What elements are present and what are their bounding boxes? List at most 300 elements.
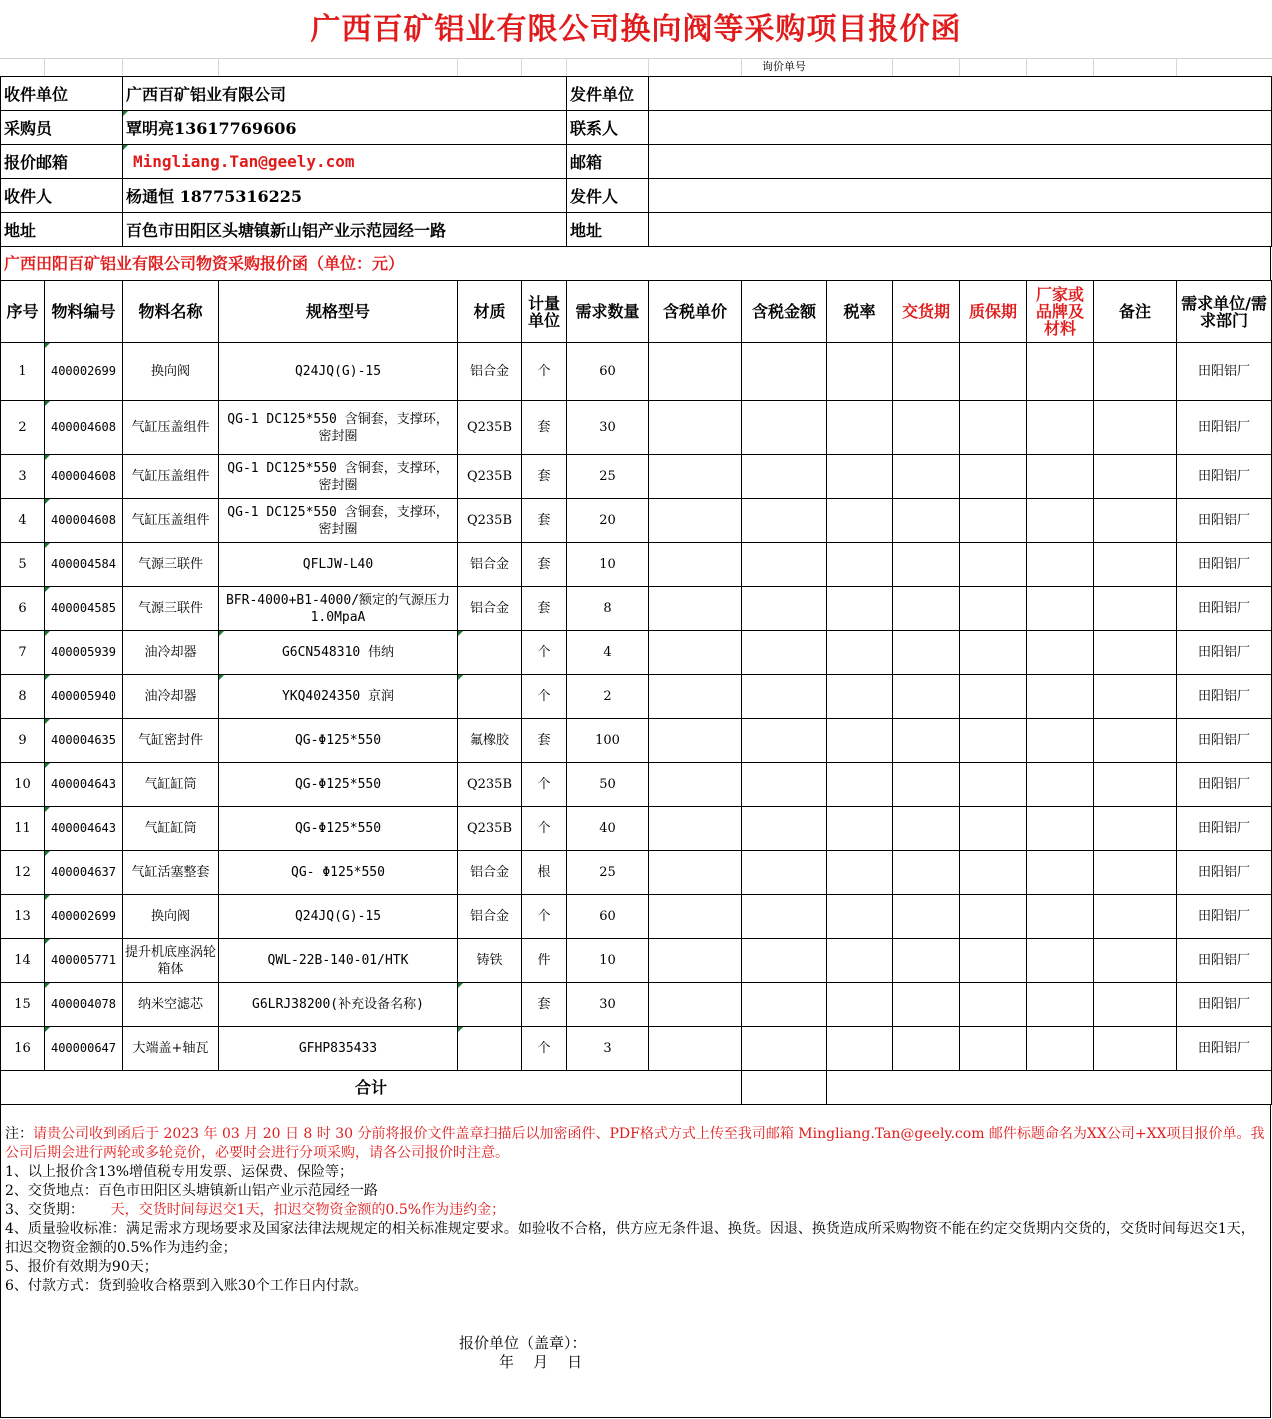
note-item-5: 5、报价有效期为90天； (5, 1259, 158, 1275)
cell-code: 400004585 (45, 587, 123, 631)
remark-field[interactable] (1094, 939, 1177, 983)
table-row (1, 763, 1272, 807)
delivery-field[interactable] (893, 343, 960, 401)
note-item-4: 4、质量验收标准：满足需求方现场要求及国家法律法规规定的相关标准规定要求。如验收不合格，供方应无条件退、换货。因退、换货造成所采购物资不能在约定交货期内交货的，交货时间每迟交1天，扣迟交物资金额的0.5%作为违约金； (5, 1221, 1255, 1256)
cell-spec: G6CN548310 伟纳 (219, 631, 458, 675)
cell-seq: 12 (1, 851, 45, 895)
tax-rate-field[interactable] (827, 455, 893, 499)
info-row-address (1, 213, 1272, 247)
cell-seq: 10 (1, 763, 45, 807)
total-label: 合计 (1, 1071, 742, 1105)
cell-material (458, 675, 522, 719)
total-row (1, 1071, 1272, 1105)
tax-rate-field[interactable] (827, 939, 893, 983)
info-label: 发件人 (567, 179, 649, 213)
unit-price-field[interactable] (649, 719, 742, 763)
brand-field[interactable] (1027, 455, 1094, 499)
delivery-field[interactable] (893, 631, 960, 675)
table-row (1, 499, 1272, 543)
remark-field[interactable] (1094, 631, 1177, 675)
tax-rate-field[interactable] (827, 587, 893, 631)
cell-spec: QG- Φ125*550 (219, 851, 458, 895)
cell-material (458, 1027, 522, 1071)
note-item-2: 2、交货地点：百色市田阳区头塘镇新山铝产业示范园经一路 (5, 1183, 378, 1199)
cell-material (458, 983, 522, 1027)
cell-name: 气缸活塞整套 (123, 851, 219, 895)
tax-rate-field[interactable] (827, 401, 893, 455)
delivery-field[interactable] (893, 807, 960, 851)
cell-material: Q235B (458, 401, 522, 455)
cell-name: 大端盖+轴瓦 (123, 1027, 219, 1071)
cell-unit: 套 (522, 983, 567, 1027)
cell-material: 铝合金 (458, 851, 522, 895)
cell-unit: 个 (522, 631, 567, 675)
info-row-email (1, 145, 1272, 179)
cell-dept: 田阳铝厂 (1177, 401, 1272, 455)
tax-rate-field[interactable] (827, 719, 893, 763)
amount-field[interactable] (742, 343, 827, 401)
table-row (1, 455, 1272, 499)
info-label: 发件单位 (567, 77, 649, 111)
table-row (1, 631, 1272, 675)
cell-material: 铸铁 (458, 939, 522, 983)
delivery-field[interactable] (893, 851, 960, 895)
tax-rate-field[interactable] (827, 983, 893, 1027)
warranty-field[interactable] (960, 939, 1027, 983)
cell-spec: YKQ4024350 京润 (219, 675, 458, 719)
brand-field[interactable] (1027, 983, 1094, 1027)
cell-dept: 田阳铝厂 (1177, 807, 1272, 851)
cell-qty: 30 (567, 983, 649, 1027)
cell-dept: 田阳铝厂 (1177, 1027, 1272, 1071)
cell-name: 气源三联件 (123, 587, 219, 631)
cell-name: 气缸密封件 (123, 719, 219, 763)
cell-dept: 田阳铝厂 (1177, 851, 1272, 895)
cell-spec: QG-Φ125*550 (219, 807, 458, 851)
remark-field[interactable] (1094, 983, 1177, 1027)
warranty-field[interactable] (960, 719, 1027, 763)
amount-field[interactable] (742, 1027, 827, 1071)
cell-material: Q235B (458, 763, 522, 807)
remark-field[interactable] (1094, 499, 1177, 543)
delivery-field[interactable] (893, 983, 960, 1027)
cell-spec: Q24JQ(G)-15 (219, 895, 458, 939)
cell-code: 400004078 (45, 983, 123, 1027)
col-header-unit: 计量单位 (522, 281, 567, 343)
unit-price-field[interactable] (649, 807, 742, 851)
note-deadline (5, 1125, 1266, 1163)
warranty-field[interactable] (960, 763, 1027, 807)
brand-field[interactable] (1027, 939, 1094, 983)
note-prefix: 注： (5, 1126, 33, 1142)
col-header-seq: 序号 (1, 281, 45, 343)
warranty-field[interactable] (960, 401, 1027, 455)
delivery-field[interactable] (893, 675, 960, 719)
amount-field[interactable] (742, 763, 827, 807)
delivery-field[interactable] (893, 895, 960, 939)
remark-field[interactable] (1094, 719, 1177, 763)
table-row (1, 939, 1272, 983)
delivery-field[interactable] (893, 455, 960, 499)
col-header-dept: 需求单位/需求部门 (1177, 281, 1272, 343)
contact-field[interactable] (649, 111, 1272, 145)
col-header-price: 含税单价 (649, 281, 742, 343)
brand-field[interactable] (1027, 807, 1094, 851)
tax-rate-field[interactable] (827, 543, 893, 587)
tax-rate-field[interactable] (827, 895, 893, 939)
cell-material: 铝合金 (458, 895, 522, 939)
col-header-brand: 厂家或品牌及材料 (1027, 281, 1094, 343)
col-header-tax: 税率 (827, 281, 893, 343)
inquiry-row (0, 58, 1272, 77)
tax-rate-field[interactable] (827, 343, 893, 401)
brand-field[interactable] (1027, 543, 1094, 587)
delivery-field[interactable] (893, 543, 960, 587)
amount-field[interactable] (742, 895, 827, 939)
cell-unit: 个 (522, 807, 567, 851)
cell-dept: 田阳铝厂 (1177, 763, 1272, 807)
info-value: 百色市田阳区头塘镇新山铝产业示范园经一路 (123, 213, 567, 247)
remark-field[interactable] (1094, 763, 1177, 807)
cell-dept: 田阳铝厂 (1177, 343, 1272, 401)
warranty-field[interactable] (960, 543, 1027, 587)
cell-code: 400000647 (45, 1027, 123, 1071)
brand-field[interactable] (1027, 895, 1094, 939)
remark-field[interactable] (1094, 543, 1177, 587)
brand-field[interactable] (1027, 851, 1094, 895)
note-item-3-text: 天，交货时间每迟交1天，扣迟交物资金额的0.5%作为违约金； (110, 1202, 506, 1218)
table-row (1, 587, 1272, 631)
amount-field[interactable] (742, 499, 827, 543)
cell-seq: 6 (1, 587, 45, 631)
cell-seq: 4 (1, 499, 45, 543)
cell-material: Q235B (458, 499, 522, 543)
cell-seq: 5 (1, 543, 45, 587)
brand-field[interactable] (1027, 499, 1094, 543)
amount-field[interactable] (742, 401, 827, 455)
cell-unit: 套 (522, 401, 567, 455)
cell-seq: 11 (1, 807, 45, 851)
cell-seq: 16 (1, 1027, 45, 1071)
info-label: 报价邮箱 (1, 145, 123, 179)
col-header-name: 物料名称 (123, 281, 219, 343)
cell-seq: 13 (1, 895, 45, 939)
delivery-field[interactable] (893, 763, 960, 807)
cell-seq: 7 (1, 631, 45, 675)
cell-qty: 50 (567, 763, 649, 807)
remark-field[interactable] (1094, 587, 1177, 631)
brand-field[interactable] (1027, 763, 1094, 807)
cell-spec: Q24JQ(G)-15 (219, 343, 458, 401)
remark-field[interactable] (1094, 1027, 1177, 1071)
warranty-field[interactable] (960, 455, 1027, 499)
inquiry-number-label: 询价单号 (762, 60, 806, 73)
info-label: 收件单位 (1, 77, 123, 111)
cell-qty: 8 (567, 587, 649, 631)
cell-code: 400004584 (45, 543, 123, 587)
info-label: 采购员 (1, 111, 123, 145)
cell-unit: 套 (522, 719, 567, 763)
quote-email-value: Mingliang.Tan@geely.com (123, 145, 567, 179)
cell-dept: 田阳铝厂 (1177, 587, 1272, 631)
amount-field[interactable] (742, 851, 827, 895)
cell-unit: 套 (522, 455, 567, 499)
unit-price-field[interactable] (649, 543, 742, 587)
document-title: 广西百矿铝业有限公司换向阀等采购项目报价函 (0, 0, 1272, 59)
cell-code: 400004608 (45, 499, 123, 543)
amount-field[interactable] (742, 719, 827, 763)
brand-field[interactable] (1027, 343, 1094, 401)
total-amount-field[interactable] (742, 1071, 827, 1105)
col-header-amount: 含税金额 (742, 281, 827, 343)
cell-dept: 田阳铝厂 (1177, 895, 1272, 939)
unit-price-field[interactable] (649, 455, 742, 499)
sender-unit-field[interactable] (649, 77, 1272, 111)
cell-code: 400004643 (45, 807, 123, 851)
cell-code: 400004635 (45, 719, 123, 763)
cell-spec: QWL-22B-140-01/HTK (219, 939, 458, 983)
cell-code: 400004608 (45, 455, 123, 499)
cell-name: 油冷却器 (123, 675, 219, 719)
cell-name: 气缸压盖组件 (123, 401, 219, 455)
cell-code: 400005939 (45, 631, 123, 675)
unit-price-field[interactable] (649, 631, 742, 675)
unit-price-field[interactable] (649, 587, 742, 631)
remark-field[interactable] (1094, 895, 1177, 939)
cell-unit: 套 (522, 499, 567, 543)
header-info-table (0, 76, 1272, 247)
info-value: 杨通恒 18775316225 (123, 179, 567, 213)
table-row (1, 401, 1272, 455)
tax-rate-field[interactable] (827, 763, 893, 807)
info-label: 地址 (1, 213, 123, 247)
cell-material: 铝合金 (458, 587, 522, 631)
cell-spec: QG-1 DC125*550 含铜套，支撑环，密封圈 (219, 499, 458, 543)
amount-field[interactable] (742, 939, 827, 983)
cell-qty: 4 (567, 631, 649, 675)
delivery-field[interactable] (893, 401, 960, 455)
cell-qty: 20 (567, 499, 649, 543)
cell-unit: 个 (522, 1027, 567, 1071)
warranty-field[interactable] (960, 1027, 1027, 1071)
col-header-delivery: 交货期 (893, 281, 960, 343)
col-header-qty: 需求数量 (567, 281, 649, 343)
delivery-field[interactable] (893, 499, 960, 543)
warranty-field[interactable] (960, 587, 1027, 631)
cell-qty: 100 (567, 719, 649, 763)
brand-field[interactable] (1027, 1027, 1094, 1071)
table-subtitle: 广西田阳百矿铝业有限公司物资采购报价函（单位：元） (0, 247, 1271, 280)
cell-spec: QG-1 DC125*550 含铜套，支撑环，密封圈 (219, 455, 458, 499)
cell-seq: 9 (1, 719, 45, 763)
warranty-field[interactable] (960, 631, 1027, 675)
table-row (1, 895, 1272, 939)
cell-material: Q235B (458, 455, 522, 499)
cell-name: 换向阀 (123, 343, 219, 401)
note-item-3 (5, 1201, 1266, 1220)
remark-field[interactable] (1094, 401, 1177, 455)
cell-spec: GFHP835433 (219, 1027, 458, 1071)
unit-price-field[interactable] (649, 983, 742, 1027)
unit-price-field[interactable] (649, 895, 742, 939)
cell-seq: 1 (1, 343, 45, 401)
amount-field[interactable] (742, 631, 827, 675)
cell-spec: QG-1 DC125*550 含铜套，支撑环，密封圈 (219, 401, 458, 455)
cell-seq: 3 (1, 455, 45, 499)
cell-code: 400005940 (45, 675, 123, 719)
amount-field[interactable] (742, 807, 827, 851)
cell-material: 铝合金 (458, 343, 522, 401)
warranty-field[interactable] (960, 675, 1027, 719)
warranty-field[interactable] (960, 983, 1027, 1027)
signature-block (459, 1334, 587, 1372)
warranty-field[interactable] (960, 499, 1027, 543)
unit-price-field[interactable] (649, 1027, 742, 1071)
table-row (1, 343, 1272, 401)
note-item-1: 1、以上报价含13%增值税专用发票、运保费、保险等； (5, 1164, 354, 1180)
brand-field[interactable] (1027, 719, 1094, 763)
cell-qty: 25 (567, 455, 649, 499)
cell-unit: 套 (522, 587, 567, 631)
cell-spec: QG-Φ125*550 (219, 719, 458, 763)
cell-dept: 田阳铝厂 (1177, 719, 1272, 763)
cell-dept: 田阳铝厂 (1177, 983, 1272, 1027)
amount-field[interactable] (742, 587, 827, 631)
table-row (1, 1027, 1272, 1071)
cell-seq: 14 (1, 939, 45, 983)
cell-material: Q235B (458, 807, 522, 851)
cell-spec: BFR-4000+B1-4000/额定的气源压力1.0MpaA (219, 587, 458, 631)
delivery-field[interactable] (893, 939, 960, 983)
warranty-field[interactable] (960, 895, 1027, 939)
info-value: 广西百矿铝业有限公司 (123, 77, 567, 111)
cell-name: 换向阀 (123, 895, 219, 939)
remark-field[interactable] (1094, 851, 1177, 895)
cell-seq: 15 (1, 983, 45, 1027)
cell-dept: 田阳铝厂 (1177, 499, 1272, 543)
cell-name: 气缸压盖组件 (123, 455, 219, 499)
cell-seq: 8 (1, 675, 45, 719)
cell-dept: 田阳铝厂 (1177, 675, 1272, 719)
info-label: 联系人 (567, 111, 649, 145)
unit-price-field[interactable] (649, 401, 742, 455)
cell-dept: 田阳铝厂 (1177, 543, 1272, 587)
signature-label: 报价单位（盖章）： (459, 1334, 587, 1352)
cell-unit: 个 (522, 343, 567, 401)
address-field[interactable] (649, 213, 1272, 247)
note-deadline-text: 请贵公司收到函后于 2023 年 03 月 20 日 8 时 30 分前将报价文件盖章扫描后以加密函件、PDF格式方式上传至我司邮箱 Mingliang.Tan@geely.com 邮件标题命名为XX公司+XX项目报价单。我公司后期会进行两轮或多轮竞价，必要时会进行分项采购，请各公司报价时注意。 (5, 1126, 1265, 1161)
cell-unit: 件 (522, 939, 567, 983)
amount-field[interactable] (742, 675, 827, 719)
sender-field[interactable] (649, 179, 1272, 213)
cell-dept: 田阳铝厂 (1177, 455, 1272, 499)
unit-price-field[interactable] (649, 851, 742, 895)
cell-material: 铝合金 (458, 543, 522, 587)
info-row-recipient-unit (1, 77, 1272, 111)
quotation-table (0, 280, 1272, 1105)
tax-rate-field[interactable] (827, 807, 893, 851)
cell-code: 400002699 (45, 343, 123, 401)
tax-rate-field[interactable] (827, 675, 893, 719)
info-value: 覃明亮13617769606 (123, 111, 567, 145)
email-field[interactable] (649, 145, 1272, 179)
cell-qty: 10 (567, 543, 649, 587)
cell-unit: 个 (522, 675, 567, 719)
cell-spec: G6LRJ38200(补充设备名称) (219, 983, 458, 1027)
amount-field[interactable] (742, 543, 827, 587)
unit-price-field[interactable] (649, 939, 742, 983)
cell-code: 400005771 (45, 939, 123, 983)
remark-field[interactable] (1094, 807, 1177, 851)
cell-name: 气源三联件 (123, 543, 219, 587)
warranty-field[interactable] (960, 343, 1027, 401)
info-label: 邮箱 (567, 145, 649, 179)
table-row (1, 851, 1272, 895)
remark-field[interactable] (1094, 343, 1177, 401)
tax-rate-field[interactable] (827, 1027, 893, 1071)
remark-field[interactable] (1094, 455, 1177, 499)
cell-qty: 2 (567, 675, 649, 719)
tax-rate-field[interactable] (827, 851, 893, 895)
cell-code: 400004643 (45, 763, 123, 807)
cell-code: 400004637 (45, 851, 123, 895)
cell-unit: 个 (522, 895, 567, 939)
table-header-row (1, 281, 1272, 343)
cell-qty: 30 (567, 401, 649, 455)
brand-field[interactable] (1027, 401, 1094, 455)
warranty-field[interactable] (960, 807, 1027, 851)
notes-section (0, 1104, 1271, 1418)
cell-unit: 套 (522, 543, 567, 587)
tax-rate-field[interactable] (827, 631, 893, 675)
delivery-field[interactable] (893, 587, 960, 631)
tax-rate-field[interactable] (827, 499, 893, 543)
brand-field[interactable] (1027, 631, 1094, 675)
cell-name: 气缸缸筒 (123, 763, 219, 807)
col-header-warranty: 质保期 (960, 281, 1027, 343)
info-row-receiver (1, 179, 1272, 213)
cell-name: 纳米空滤芯 (123, 983, 219, 1027)
cell-spec: QFLJW-L40 (219, 543, 458, 587)
info-label: 地址 (567, 213, 649, 247)
info-row-buyer (1, 111, 1272, 145)
amount-field[interactable] (742, 455, 827, 499)
total-blank (827, 1071, 1272, 1105)
cell-dept: 田阳铝厂 (1177, 939, 1272, 983)
unit-price-field[interactable] (649, 499, 742, 543)
warranty-field[interactable] (960, 851, 1027, 895)
info-label: 收件人 (1, 179, 123, 213)
cell-qty: 40 (567, 807, 649, 851)
col-header-material: 材质 (458, 281, 522, 343)
table-row (1, 983, 1272, 1027)
unit-price-field[interactable] (649, 763, 742, 807)
delivery-field[interactable] (893, 719, 960, 763)
delivery-field[interactable] (893, 1027, 960, 1071)
unit-price-field[interactable] (649, 343, 742, 401)
unit-price-field[interactable] (649, 675, 742, 719)
cell-name: 气缸缸筒 (123, 807, 219, 851)
col-header-code: 物料编号 (45, 281, 123, 343)
brand-field[interactable] (1027, 675, 1094, 719)
amount-field[interactable] (742, 983, 827, 1027)
cell-qty: 25 (567, 851, 649, 895)
cell-name: 气缸压盖组件 (123, 499, 219, 543)
brand-field[interactable] (1027, 587, 1094, 631)
remark-field[interactable] (1094, 675, 1177, 719)
cell-qty: 60 (567, 343, 649, 401)
table-row (1, 543, 1272, 587)
